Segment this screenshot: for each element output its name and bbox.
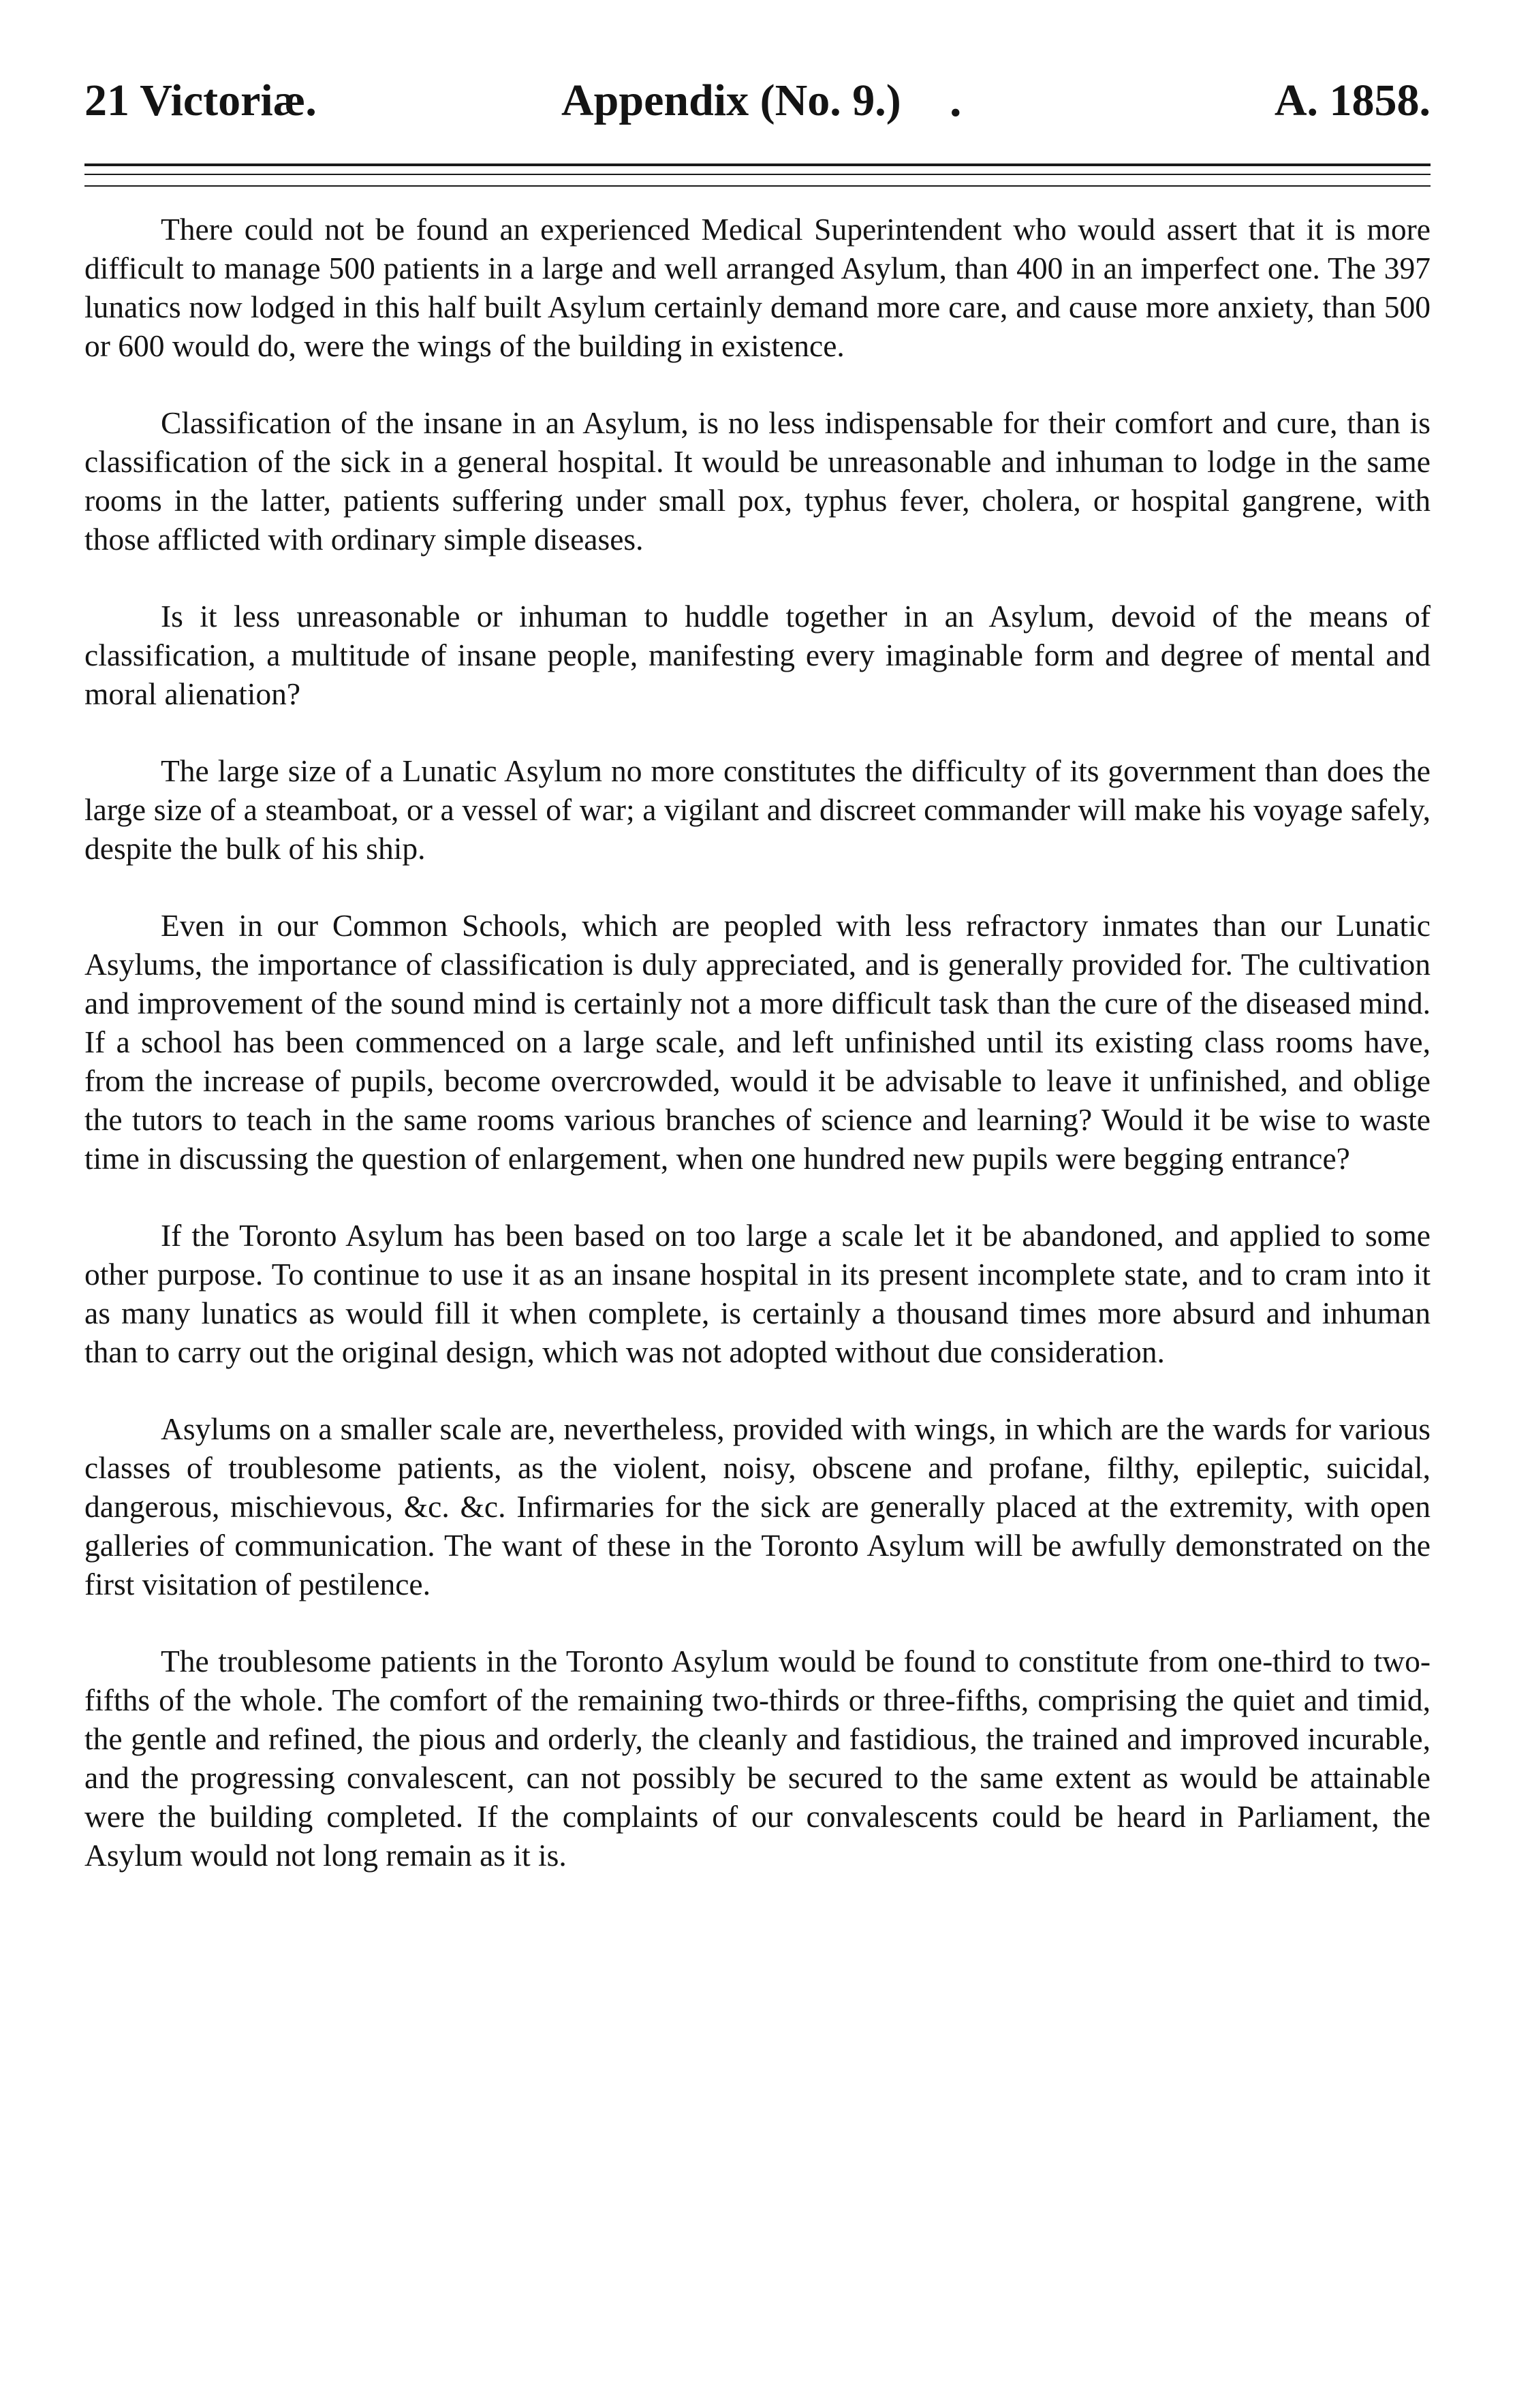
body-text xyxy=(84,210,1431,1913)
paragraph-6: If the Toronto Asylum has been based on too large a scale let it be abandoned, and applied to some other purpose. To continue to use it as an insane hospital in its present incomplete state, and to cram into it as many lunatics as would fill it when complete, is certainly a thousand times more absurd and inhuman than to carry out the original design, which was not adopted without due consideration. xyxy=(84,1218,1431,1369)
paragraph-2: Classification of the insane in an Asylum, is no less indispensable for their comfort and cure, than is classification of the sick in a general hospital. It would be unreasonable and inhuman to lodge in the same rooms in the latter, patients suffering under small pox, typhus fever, cholera, or hospital gangrene, with those afflicted with ordinary simple diseases. xyxy=(84,405,1431,557)
header-year: A. 1858. xyxy=(1274,76,1431,125)
header-rule-thin-2 xyxy=(84,185,1431,187)
paragraph-5: Even in our Common Schools, which are peopled with less refractory inmates than our Lunatic Asylums, the importance of classification is duly appreciated, and is generally provided for. The cultivation and improvement of the sound mind is certainly not a more difficult task than the cure of the diseased mind. If a school has been commenced on a large scale, and left unfinished until its existing class rooms have, from the increase of pupils, become overcrowded, would it be advisable to leave it unfinished, and oblige the tutors to teach in the same rooms various branches of science and learning? Would it be wise to waste time in discussing the question of enlargement, when one hundred new pupils were begging entrance? xyxy=(84,908,1431,1176)
header-appendix: Appendix (No. 9.) xyxy=(561,76,901,125)
header-rule-thin-1 xyxy=(84,174,1431,175)
page-header xyxy=(84,67,1431,135)
header-session: 21 Victoriæ. xyxy=(84,76,317,125)
paragraph-1: There could not be found an experienced Medical Superintendent who would assert that it is more difficult to manage 500 patients in a large and well arranged Asylum, than 400 in an imperfect one. The 397 lunatics now lodged in this half built Asylum certainly demand more care, and cause more anxiety, than 500 or 600 would do, were the wings of the building in existence. xyxy=(84,212,1431,363)
header-dot: . xyxy=(950,74,962,127)
paragraph-4: The large size of a Lunatic Asylum no more constitutes the difficulty of its government than does the large size of a steamboat, or a vessel of war; a vigilant and discreet commander will make his voyage safely, despite the bulk of his ship. xyxy=(84,753,1431,866)
paragraph-8: The troublesome patients in the Toronto Asylum would be found to constitute from one-third to two-fifths of the whole. The comfort of the remaining two-thirds or three-fifths, comprising the quiet and timid, the gentle and refined, the pious and orderly, the cleanly and fastidious, the trained and improved incurable, and the progressing convalescent, can not possibly be secured to the same extent as would be attainable were the building completed. If the complaints of our convalescents could be heard in Parliament, the Asylum would not long remain as it is. xyxy=(84,1644,1431,1873)
paragraph-7: Asylums on a smaller scale are, nevertheless, provided with wings, in which are the wards for various classes of troublesome patients, as the violent, noisy, obscene and profane, filthy, epileptic, suicidal, dangerous, mischievous, &c. &c. Infirmaries for the sick are generally placed at the extremity, with open galleries of communication. The want of these in the Toronto Asylum will be awfully demonstrated on the first visitation of pestilence. xyxy=(84,1411,1431,1601)
paragraph-3: Is it less unreasonable or inhuman to huddle together in an Asylum, devoid of the means of classification, a multitude of insane people, manifesting every imaginable form and degree of mental and moral alienation? xyxy=(84,599,1431,711)
header-rule-thick xyxy=(84,163,1431,166)
